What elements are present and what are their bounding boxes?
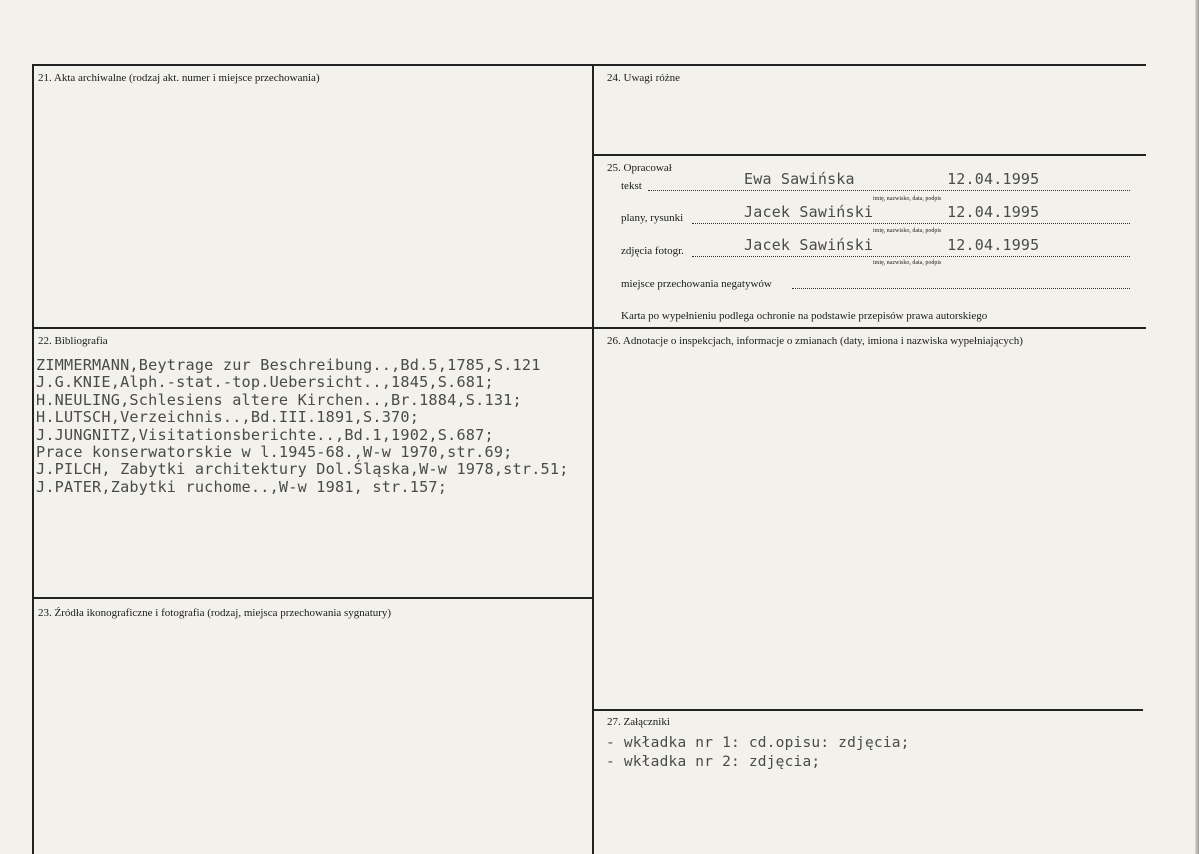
rule-24-25 bbox=[593, 154, 1146, 156]
negatywy-dots bbox=[792, 288, 1130, 289]
bibliography-entry: Prace konserwatorskie w l.1945-68.,W-w 1970,str.69; bbox=[36, 443, 513, 461]
section-23-label: 23. Źródła ikonograficzne i fotografia (rodzaj, miejsca przechowania sygnatury) bbox=[38, 607, 392, 619]
copyright-note: Karta po wypełnieniu podlega ochronie na podstawie przepisów prawa autorskiego bbox=[621, 310, 988, 322]
attachment-item: - wkładka nr 2: zdjęcia; bbox=[606, 754, 821, 770]
rule-row2 bbox=[32, 327, 1146, 329]
bibliography-entry: J.JUNGNITZ,Visitationsberichte..,Bd.1,1902,S.687; bbox=[36, 425, 494, 444]
plany-sign-caption: imię, nazwisko, data, podpis bbox=[873, 228, 942, 234]
tekst-label: tekst bbox=[621, 180, 642, 192]
zdjecia-dots bbox=[692, 256, 1130, 257]
section-27-label: 27. Załączniki bbox=[607, 716, 670, 728]
bibliography-entry: J.PILCH, Zabytki architektury Dol.Śląska,W-w 1978,str.51; bbox=[36, 460, 569, 479]
zdjecia-value: Jacek Sawiński 12.04.1995 bbox=[744, 236, 1040, 254]
bibliography-entry: ZIMMERMANN,Beytrage zur Beschreibung..,Bd.5,1785,S.121 bbox=[36, 356, 541, 374]
zdjecia-sign-caption: imię, nazwisko, data, podpis bbox=[873, 260, 942, 266]
left-border bbox=[32, 64, 34, 854]
bibliography-list bbox=[36, 357, 621, 497]
section-24-label: 24. Uwagi różne bbox=[607, 72, 681, 84]
negatywy-label: miejsce przechowania negatywów bbox=[621, 278, 772, 290]
plany-dots bbox=[692, 223, 1130, 224]
bibliography-entry: H.NEULING,Schlesiens altere Kirchen..,Br.1884,S.131; bbox=[36, 390, 522, 409]
bibliography-entry: H.LUTSCH,Verzeichnis..,Bd.III.1891,S.370; bbox=[36, 408, 420, 427]
attachment-item: - wkładka nr 1: cd.opisu: zdjęcia; bbox=[606, 735, 910, 751]
plany-label: plany, rysunki bbox=[621, 212, 684, 224]
section-21-label: 21. Akta archiwalne (rodzaj akt. numer i miejsce przechowania) bbox=[38, 72, 320, 84]
card-edge bbox=[1195, 0, 1199, 854]
bibliography-entry: J.G.KNIE,Alph.-stat.-top.Uebersicht..,1845,S.681; bbox=[36, 373, 494, 392]
top-rule bbox=[32, 64, 1146, 66]
tekst-sign-caption: imię, nazwisko, data, podpis bbox=[873, 196, 942, 202]
section-22-label: 22. Bibliografia bbox=[38, 335, 108, 347]
rule-26-27 bbox=[593, 709, 1143, 711]
zdjecia-label: zdjęcia fotogr. bbox=[621, 245, 684, 257]
bibliography-entry: J.PATER,Zabytki ruchome..,W-w 1981, str.157; bbox=[36, 477, 448, 496]
rule-22-23 bbox=[32, 597, 592, 599]
section-25-label: 25. Opracował bbox=[607, 162, 672, 174]
tekst-dots bbox=[648, 190, 1130, 191]
section-26-label: 26. Adnotacje o inspekcjach, informacje o zmianach (daty, imiona i nazwiska wypełniających) bbox=[607, 335, 1023, 347]
plany-value: Jacek Sawiński 12.04.1995 bbox=[744, 203, 1040, 221]
tekst-value: Ewa Sawińska 12.04.1995 bbox=[744, 170, 1040, 188]
